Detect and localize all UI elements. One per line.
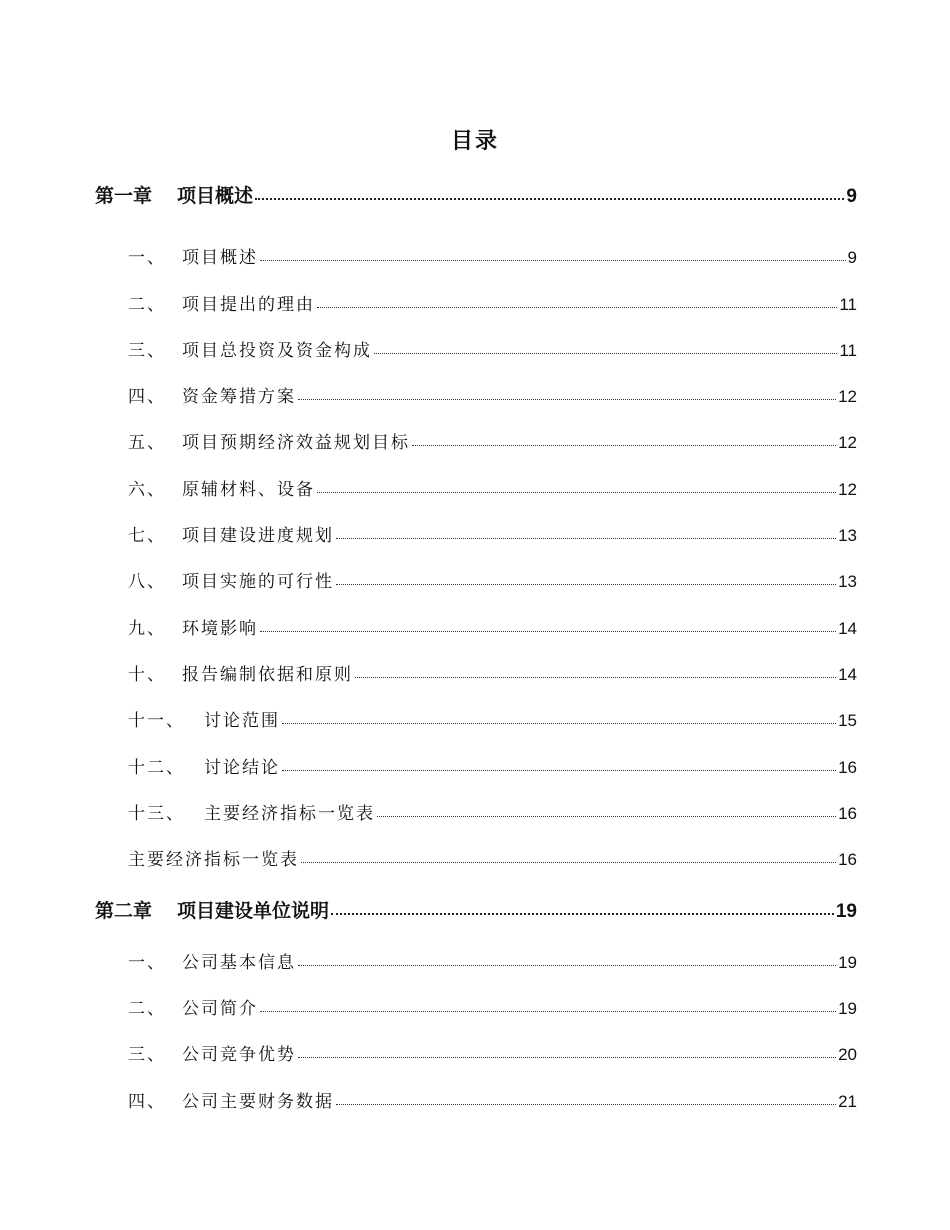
- toc-number: 三、: [128, 341, 166, 361]
- toc-entry-chapter[interactable]: [95, 896, 857, 923]
- toc-text: 资金筹措方案: [182, 387, 296, 407]
- toc-page-number: 14: [838, 665, 857, 684]
- toc-page-number: 19: [838, 953, 857, 972]
- toc-leader: [260, 997, 836, 1014]
- toc-text: 环境影响: [182, 619, 258, 639]
- toc-entry[interactable]: [128, 614, 857, 639]
- toc-number: 九、: [128, 619, 166, 639]
- toc-number: 第一章: [95, 185, 153, 207]
- toc-number: 一、: [128, 953, 166, 973]
- toc-text: 项目概述: [177, 185, 254, 207]
- toc-page-number: 9: [846, 186, 857, 207]
- toc-page-number: 16: [838, 850, 857, 869]
- toc-number: 第二章: [95, 900, 153, 922]
- toc-number: 四、: [128, 1092, 166, 1112]
- toc-text: 公司竞争优势: [182, 1045, 296, 1065]
- toc-entry[interactable]: [128, 660, 857, 685]
- toc-text: 公司简介: [182, 999, 258, 1019]
- toc-entry[interactable]: [128, 799, 857, 824]
- toc-page-number: 14: [838, 619, 857, 638]
- toc-entry[interactable]: [128, 243, 857, 268]
- toc-number: 十二、: [128, 758, 185, 778]
- toc-leader: [282, 756, 836, 773]
- toc-entry[interactable]: [128, 845, 857, 870]
- toc-entry[interactable]: [128, 475, 857, 500]
- toc-text: 项目提出的理由: [182, 295, 315, 315]
- toc-number: 二、: [128, 999, 166, 1019]
- toc-number: 五、: [128, 433, 166, 453]
- toc-text: 讨论范围: [204, 711, 280, 731]
- toc-page-number: 11: [839, 341, 857, 360]
- toc-text: 讨论结论: [204, 758, 280, 778]
- toc-entry[interactable]: [128, 706, 857, 731]
- toc-number: 四、: [128, 387, 166, 407]
- toc-leader: [260, 246, 846, 263]
- toc-leader: [317, 478, 836, 495]
- toc-entry[interactable]: [128, 567, 857, 592]
- toc-number: 十一、: [128, 711, 185, 731]
- toc-page-number: 19: [838, 999, 857, 1018]
- toc-text: 项目建设进度规划: [182, 526, 334, 546]
- toc-entry[interactable]: [128, 521, 857, 546]
- toc-entry[interactable]: [128, 1040, 857, 1065]
- toc-text: 报告编制依据和原则: [182, 665, 353, 685]
- toc-text: 主要经济指标一览表: [204, 804, 375, 824]
- toc-entry[interactable]: [128, 336, 857, 361]
- toc-leader: [336, 524, 836, 541]
- toc-page-number: 9: [847, 248, 857, 267]
- toc-page-number: 11: [839, 295, 857, 314]
- toc-leader: [377, 802, 836, 819]
- toc-text: 项目预期经济效益规划目标: [182, 433, 410, 453]
- toc-number: 三、: [128, 1045, 166, 1065]
- toc-leader: [298, 385, 836, 402]
- toc-page-number: 15: [838, 711, 857, 730]
- toc-entry[interactable]: [128, 994, 857, 1019]
- toc-page-number: 21: [838, 1092, 857, 1111]
- toc-text: 公司主要财务数据: [182, 1092, 334, 1112]
- toc-number: 二、: [128, 295, 166, 315]
- toc-leader: [331, 898, 834, 917]
- toc-leader: [412, 431, 836, 448]
- toc-text: 项目总投资及资金构成: [182, 341, 372, 361]
- toc-text: 项目实施的可行性: [182, 572, 334, 592]
- toc-number: 十、: [128, 665, 166, 685]
- toc-entry[interactable]: [128, 290, 857, 315]
- toc-leader: [298, 951, 836, 968]
- toc-leader: [301, 848, 836, 865]
- toc-number: 十三、: [128, 804, 185, 824]
- toc-text: 原辅材料、设备: [182, 480, 315, 500]
- toc-leader: [374, 339, 837, 356]
- toc-page-number: 19: [835, 901, 857, 922]
- toc-leader: [260, 617, 836, 634]
- toc-entry[interactable]: [128, 948, 857, 973]
- toc-number: 七、: [128, 526, 166, 546]
- toc-number: 八、: [128, 572, 166, 592]
- toc-page-number: 12: [838, 433, 857, 452]
- toc-text: 项目概述: [182, 248, 258, 268]
- toc-leader: [336, 570, 836, 587]
- toc-leader: [355, 663, 836, 680]
- toc-entry-chapter[interactable]: [95, 181, 857, 208]
- toc-page-number: 12: [838, 480, 857, 499]
- toc-page-number: 20: [838, 1045, 857, 1064]
- toc-leader: [255, 183, 844, 202]
- toc-entry[interactable]: [128, 753, 857, 778]
- page-title: 目录: [450, 129, 499, 154]
- toc-page-number: 16: [838, 758, 857, 777]
- toc-text: 主要经济指标一览表: [128, 850, 299, 870]
- toc-leader: [282, 709, 836, 726]
- toc-entry[interactable]: [128, 1087, 857, 1112]
- toc-leader: [298, 1043, 836, 1060]
- toc-number: 一、: [128, 248, 166, 268]
- toc-page-number: 13: [838, 572, 857, 591]
- toc-text: 公司基本信息: [182, 953, 296, 973]
- toc-page-number: 16: [838, 804, 857, 823]
- toc-page-number: 12: [838, 387, 857, 406]
- toc-leader: [317, 293, 837, 310]
- toc-entry[interactable]: [128, 382, 857, 407]
- toc-number: 六、: [128, 480, 166, 500]
- toc-page-number: 13: [838, 526, 857, 545]
- toc-text: 项目建设单位说明: [177, 900, 330, 922]
- toc-entry[interactable]: [128, 428, 857, 453]
- toc-leader: [336, 1090, 836, 1107]
